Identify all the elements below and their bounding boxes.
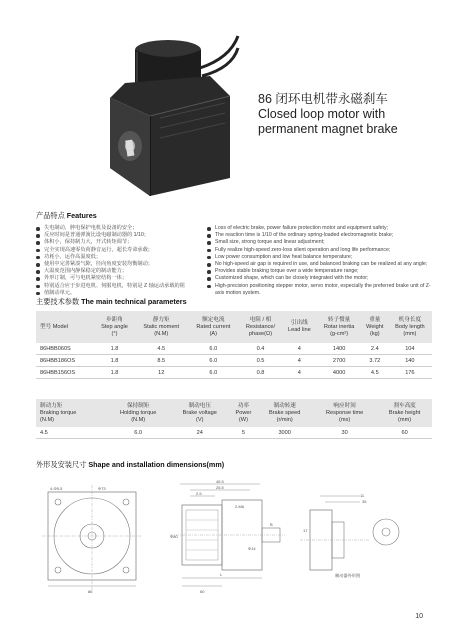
motor-spec-header: 步距角 Step angle (°) [101,316,128,337]
feature-zh-item: 外形订制，可与电机紧密结构一体； [36,275,196,282]
brake-spec-cell: 3000 [278,429,291,436]
title-zh: 86 闭环电机带永磁刹车 [258,92,388,106]
feature-zh-item: 完全实现高速零负荷静音运行，超长寿命承载； [36,247,196,254]
motor-spec-row [36,355,432,367]
params-heading-en: The main technical parameters [81,297,187,306]
motor-spec-header: 机身长度 Body length (mm) [395,316,425,337]
motor-spec-cell: 1.8 [110,345,119,352]
brake-outline-caption: 制动器外形图 [335,573,361,578]
features-heading-en: Features [66,211,97,220]
feature-zh-item: 失电制动，肿电保护电机及设备的安全； [36,225,196,232]
dim-11: 11 [360,493,365,498]
motor-spec-cell: 176 [405,369,415,376]
motor-spec-header: 电阻 / 相 Resistance/ phase(Ω) [245,316,276,337]
brake-spec-header: 响应时间 Response time (ms) [325,402,364,423]
feature-zh-item: 功耗小，运作高温度低； [36,254,196,261]
params-heading-zh: 主要技术参数 [36,297,80,306]
motor-spec-cell: 140 [405,357,415,364]
motor-spec-cell: 4 [297,357,301,364]
feature-en-item: Loss of electric brake, power failure protection motor and equipment safety; [207,225,432,232]
motor-spec-header: 重量 Weight (kg) [366,316,384,337]
motor-product-image [90,28,240,203]
feature-zh-item: 特别适合应于步进电机、伺服电机，特别是 Z 轴运动承载的阻 [36,283,196,290]
pcd-label: Φ73 [98,486,106,491]
feature-zh-item: 体积小，保持制力大，开式转矩调节； [36,239,196,246]
title-en-line2: permanent magnet brake [258,122,398,136]
motor-spec-header: 引出线 Lead line [287,320,311,333]
brake-spec-header: 制动电压 Brake voltage (V) [182,402,217,423]
dims-heading-zh: 外形及安装尺寸 [36,460,87,469]
brake-spec-cell: 24 [196,429,203,436]
feature-en-item: Customized shape, which can be closely integrated with the motor; [207,275,432,282]
features-list-en [207,225,432,297]
motor-spec-cell: 86HBB156OS [40,369,76,376]
brake-spec-cell: 30 [341,429,348,436]
motor-spec-cell: 2700 [332,357,346,364]
feature-zh-item: 大温度范围内静保稳定的制动能力； [36,268,196,275]
dim-17: 17 [303,528,308,533]
side-view-drawing [150,480,290,595]
feature-en-item: Low power consumption and low heat balance temperature; [207,254,432,261]
feature-en-item: Fully realize high-speed zero-loss silent operation and long life performance; [207,247,432,254]
brake-spec-cell: 5 [241,429,245,436]
motor-spec-header: 额定电流 Rated current (A) [196,316,231,337]
feature-en-item: Small size, strong torque and linear adjustment; [207,239,432,246]
hero-title [258,92,458,137]
motor-spec-cell: 104 [405,345,415,352]
brake-spec-cell: 60 [401,429,408,436]
motor-spec-cell: 4.5 [157,345,166,352]
motor-spec-cell: 4000 [332,369,346,376]
motor-spec-header: 型号 Model [40,323,68,330]
dim-b: B [270,522,273,527]
motor-spec-cell: 4.5 [370,369,379,376]
motor-spec-row [36,367,432,379]
feature-en-item: No high-speed air gap is required in use, and balanced braking can be realized at any angle; [207,261,432,268]
brake-spec-header: 保持制矩 Holding torque (N.M) [119,402,157,423]
motor-spec-cell: 8.5 [157,357,166,364]
brake-spec-cell: 4.5 [40,429,48,436]
motor-spec-cell: 0.8 [256,369,265,376]
spec-table-brake [36,399,432,439]
features-heading-zh: 产品特点 [36,211,65,220]
brake-outline-drawing [300,492,410,587]
motor-spec-cell: 0.5 [256,357,265,364]
motor-spec-cell: 0.4 [256,345,265,352]
dim-45-5: 45.5 [216,480,224,484]
dim-35: 35 [362,499,367,504]
motor-spec-header: 静力矩 Static moment (N.M) [143,316,180,337]
motor-spec-cell: 2.4 [370,345,379,352]
dim-phi14: Φ14 [248,546,256,551]
motor-spec-header: 转子惯量 Rotar inertia (g-cm²) [323,316,355,337]
motor-spec-cell: 1.8 [110,369,119,376]
feature-zh-item: 使用中完善紧凑气隙，径向角度安装均衡制动； [36,261,196,268]
brake-spec-header: 功率 Power (W) [235,402,252,423]
feature-zh-item: 反应时间是普通弹簧比设电磁制动器的 1/10； [36,232,196,239]
dim-l: L [220,572,223,577]
brake-spec-header: 制动转速 Brake speed (r/min) [268,402,301,423]
motor-spec-cell: 86HBB186OS [40,357,76,364]
motor-spec-cell: 86HBB060S [40,345,71,352]
motor-spec-cell: 1400 [332,345,346,352]
dims-heading [36,460,224,470]
params-heading [36,297,187,307]
dim-26-5: 26.5 [216,485,224,490]
motor-spec-row [36,343,432,355]
brake-spec-header: 刹车高度 Brake height (mm) [388,402,421,423]
front-view-drawing [40,480,145,595]
motor-spec-cell: 12 [158,369,165,376]
feature-zh-item: 值制动单元。 [36,290,196,297]
motor-spec-cell: 4 [297,345,301,352]
spec-table-motor [36,311,432,379]
feature-en-item: Provides stable braking torque over a wide temperature range; [207,268,432,275]
brake-spec-row [36,427,432,439]
dim-2-m6: 2-M6 [235,504,245,509]
features-list-zh [36,225,196,297]
motor-spec-cell: 6.0 [209,357,218,364]
motor-spec-cell: 6.0 [209,369,218,376]
hole-label: 4-Φ5.5 [50,486,63,491]
page-number: 10 [415,613,423,620]
dim-2-5: 2.5 [196,491,202,496]
feature-en-item: High-precision positioning stepper motor, servo motor, especially the preferred brake unit of Z-axis motion system. [207,283,432,297]
motor-spec-cell: 4 [297,369,301,376]
width-label: 86 [88,589,93,594]
motor-spec-cell: 6.0 [209,345,218,352]
brake-spec-header: 制动力矩 Braking torque (N.M) [40,402,77,423]
feature-en-item: The reaction time is 1/10 of the ordinary spring-loaded electromagnetic brake; [207,232,432,239]
features-heading [36,211,97,221]
motor-spec-cell: 1.8 [110,357,119,364]
brake-spec-cell: 6.0 [134,429,143,436]
dims-heading-en: Shape and installation dimensions(mm) [88,460,225,469]
title-en-line1: Closed loop motor with [258,107,386,121]
motor-spec-cell: 3.72 [369,357,381,364]
dim-phi80: Φ80 [170,534,178,539]
dim-60: 60 [200,589,205,594]
